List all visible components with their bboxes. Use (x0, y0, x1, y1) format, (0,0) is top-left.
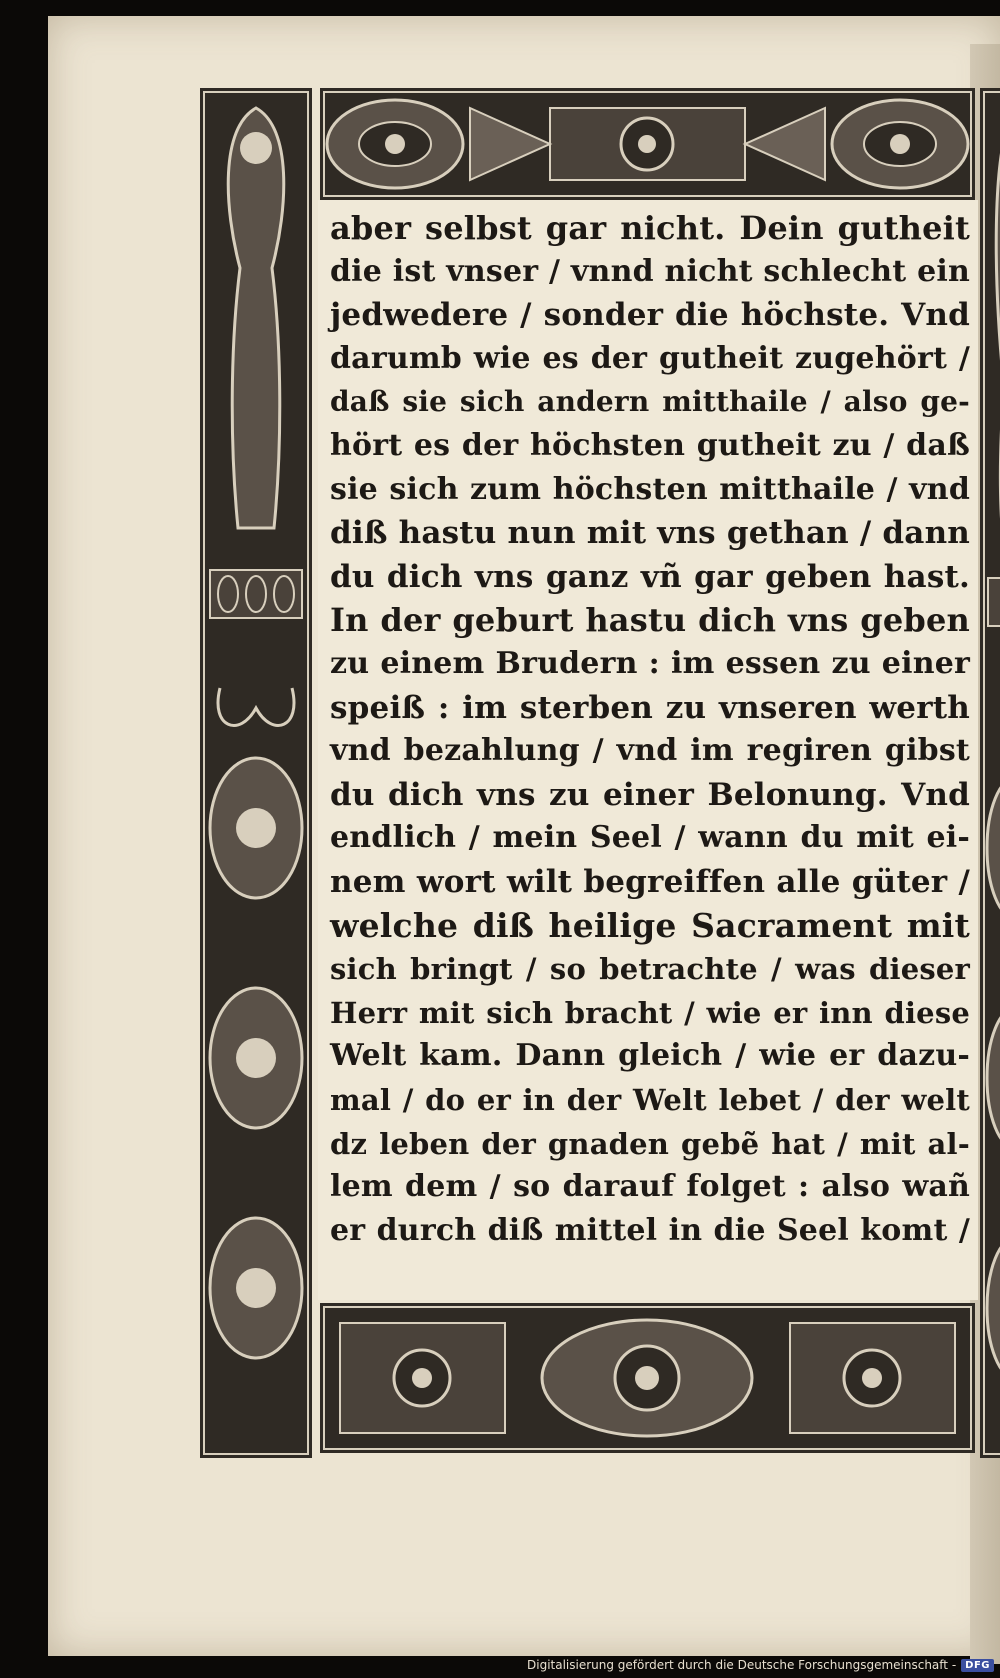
text-line: jedwedere / sonder die höchste. Vnd (330, 297, 970, 334)
text-line: In der geburt hastu dich vns geben (330, 601, 970, 640)
text-line: du dich vns ganz vñ gar geben hast. (330, 558, 970, 595)
top-ornament-border (320, 88, 975, 200)
text-line: er durch diß mittel in die Seel komt / (330, 1212, 970, 1248)
text-line: daß sie sich andern mitthaile / also ge- (330, 385, 970, 419)
text-line: sich bringt / so betrachte / was dieser (330, 952, 970, 987)
text-block (318, 200, 978, 1300)
woodcut-frame (200, 88, 975, 1458)
text-line: mal / do er in der Welt lebet / der welt (330, 1083, 970, 1117)
text-line: aber selbst gar nicht. Dein gutheit (330, 209, 970, 247)
footer-credit: Digitalisierung gefördert durch die Deutsche Forschungsgemeinschaft - (527, 1658, 957, 1672)
text-line: Herr mit sich bracht / wie er inn diese (330, 995, 970, 1030)
text-line: zu einem Brudern : im essen zu einer (330, 646, 970, 681)
text-line: diß hastu nun mit vns gethan / dann (330, 515, 971, 552)
text-line: vnd bezahlung / vnd im regiren gibst (330, 733, 970, 769)
text-line: Welt kam. Dann gleich / wie er dazu- (330, 1038, 970, 1074)
text-line: die ist vnser / vnnd nicht schlecht ein (330, 253, 970, 289)
text-line: dz leben der gnaden gebẽ hat / mit al- (330, 1126, 970, 1161)
bottom-ornament-border (320, 1303, 975, 1453)
right-ornament-border (980, 88, 1000, 1458)
text-line: welche diß heilige Sacrament mit (330, 905, 970, 945)
text-line: darumb wie es der gutheit zugehört / (330, 340, 970, 376)
text-line: lem dem / so darauf folget : also wañ (330, 1169, 970, 1205)
text-line: sie sich zum höchsten mitthaile / vnd (330, 471, 970, 507)
dfg-logo: DFG (961, 1659, 994, 1672)
digitization-footer (527, 1656, 994, 1674)
book-page (48, 16, 1000, 1656)
text-line: hört es der höchsten gutheit zu / daß (330, 428, 970, 463)
text-line: endlich / mein Seel / wann du mit ei- (330, 820, 970, 856)
text-line: du dich vns zu einer Belonung. Vnd (330, 776, 970, 813)
text-line: speiß : im sterben zu vnseren werth (330, 689, 970, 726)
left-ornament-border (200, 88, 312, 1458)
text-line: nem wort wilt begreiffen alle güter / (330, 864, 970, 900)
